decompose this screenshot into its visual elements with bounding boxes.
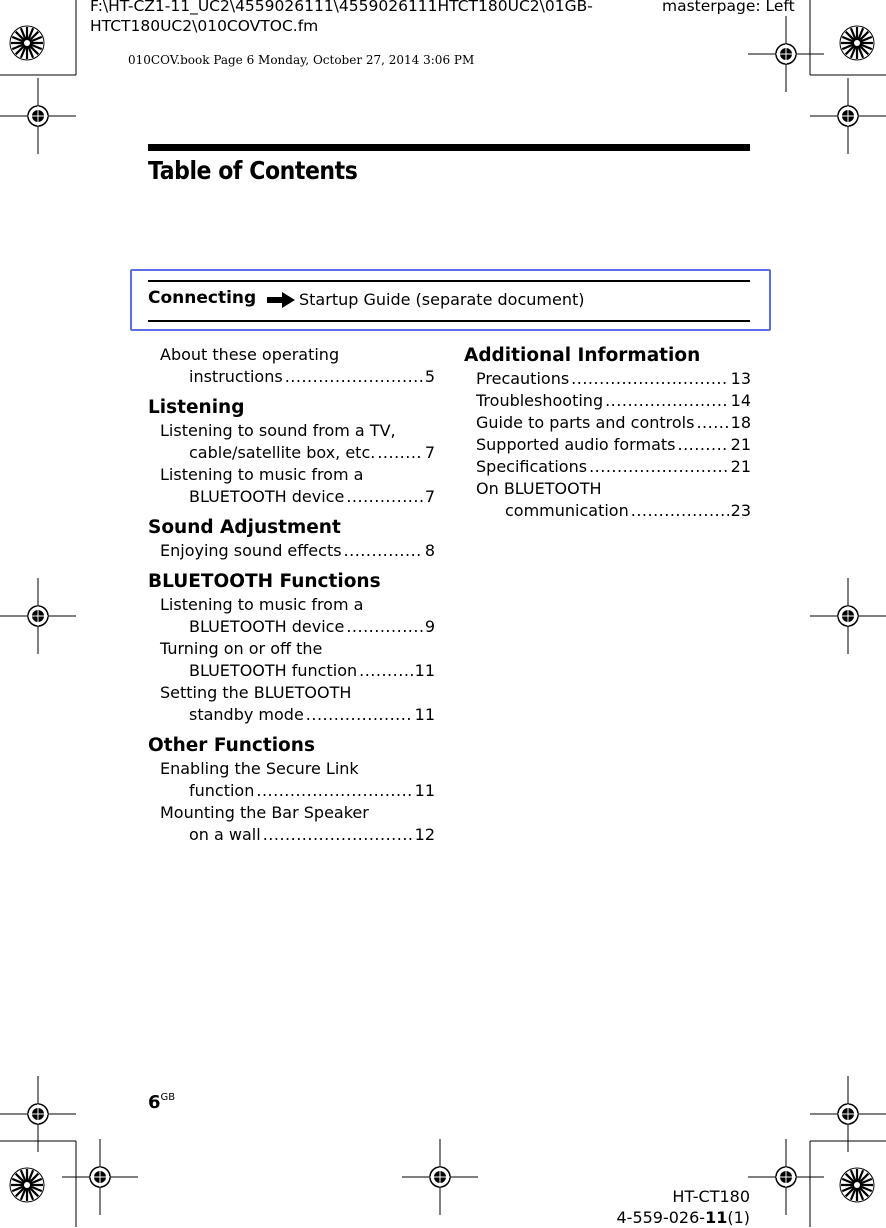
toc-left-column [148, 344, 435, 846]
page-title: Table of Contents [148, 156, 358, 185]
toc-entry-about[interactable] [148, 344, 435, 388]
toc-entry-line2: instructions [189, 367, 283, 386]
leader-dots [285, 366, 423, 388]
toc-entry-text: Guide to parts and controls [476, 413, 695, 432]
toc-page-number: 23 [730, 501, 751, 520]
leader-dots [377, 442, 422, 464]
toc-entry-sound-effects[interactable] [148, 540, 435, 562]
toc-entry-line1: On BLUETOOTH [476, 479, 602, 498]
toc-right-column [464, 344, 751, 522]
toc-page-number: 12 [414, 825, 435, 844]
toc-entry-line1: Setting the BLUETOOTH [160, 683, 352, 702]
toc-entry-line1: Enabling the Secure Link [160, 759, 359, 778]
toc-entry-audio-formats[interactable] [464, 434, 751, 456]
toc-page-number: 21 [730, 435, 751, 454]
toc-entry-line2: BLUETOOTH device [189, 617, 345, 636]
toc-entry-listening-bt[interactable] [148, 464, 435, 508]
toc-entry-line1: Mounting the Bar Speaker [160, 803, 369, 822]
toc-entry-line1: Turning on or off the [160, 639, 323, 658]
leader-dots [346, 486, 422, 508]
header-masterpage: masterpage: Left [662, 0, 795, 15]
toc-entry-line1: Listening to music from a [160, 465, 364, 484]
toc-entry-mounting[interactable] [148, 802, 435, 846]
leader-dots [696, 412, 728, 434]
model-number: HT-CT180 [672, 1187, 750, 1206]
connecting-rule-top [148, 280, 750, 282]
section-heading-bluetooth: BLUETOOTH Functions [148, 571, 381, 592]
toc-page-number: 13 [730, 369, 751, 388]
toc-entry-parts-controls[interactable] [464, 412, 751, 434]
toc-page-number: 8 [424, 541, 435, 560]
toc-entry-troubleshooting[interactable] [464, 390, 751, 412]
toc-entry-line1: About these operating [160, 345, 340, 364]
leader-dots [263, 824, 413, 846]
toc-entry-line2: BLUETOOTH function [189, 661, 358, 680]
toc-entry-secure-link[interactable] [148, 758, 435, 802]
toc-entry-line2: cable/satellite box, etc. [189, 443, 376, 462]
toc-page-number: 7 [424, 443, 435, 462]
leader-dots [605, 390, 729, 412]
toc-page-number: 7 [424, 487, 435, 506]
leader-dots [571, 368, 728, 390]
section-heading-sound: Sound Adjustment [148, 517, 341, 538]
toc-entry-line2: function [189, 781, 255, 800]
toc-entry-line1: Listening to music from a [160, 595, 364, 614]
toc-entry-text: Precautions [476, 369, 570, 388]
toc-entry-line2: communication [505, 501, 629, 520]
toc-entry-listening-tv[interactable] [148, 420, 435, 464]
part-number [560, 1208, 750, 1228]
toc-page-number: 9 [424, 617, 435, 636]
part-prefix: 4-559-026- [616, 1208, 706, 1227]
connecting-rule-bottom [148, 320, 750, 322]
leader-dots [589, 456, 729, 478]
section-heading-other: Other Functions [148, 735, 315, 756]
leader-dots [631, 500, 729, 522]
toc-page-number: 11 [414, 781, 435, 800]
toc-page-number: 18 [730, 413, 751, 432]
leader-dots [677, 434, 728, 456]
toc-page-number: 11 [414, 705, 435, 724]
header-book-line: 010COV.book Page 6 Monday, October 27, 2014 3:06 PM [128, 53, 475, 67]
startup-guide-reference: Startup Guide (separate document) [299, 290, 585, 309]
folio-suffix: GB [160, 1092, 176, 1103]
toc-entry-line2: BLUETOOTH device [189, 487, 345, 506]
toc-page-number: 21 [730, 457, 751, 476]
toc-page-number: 5 [424, 367, 435, 386]
leader-dots [256, 780, 412, 802]
toc-entry-line1: Listening to sound from a TV, [160, 421, 396, 440]
page-folio [148, 1092, 175, 1113]
leader-dots [346, 616, 422, 638]
part-suffix: (1) [727, 1208, 750, 1227]
toc-entry-bt-music[interactable] [148, 594, 435, 638]
leader-dots [306, 704, 413, 726]
leader-dots [344, 540, 423, 562]
toc-entry-text: Enjoying sound effects [160, 541, 342, 560]
toc-entry-precautions[interactable] [464, 368, 751, 390]
toc-entry-text: Supported audio formats [476, 435, 676, 454]
toc-entry-bt-standby[interactable] [148, 682, 435, 726]
section-heading-listening: Listening [148, 397, 245, 418]
header-file-path: F:\HT-CZ1-11_UC2\4559026111\4559026111HTCT180UC2\01GB- HTCT180UC2\010COVTOC.fm [90, 0, 593, 35]
toc-page-number: 11 [414, 661, 435, 680]
toc-entry-bt-onoff[interactable] [148, 638, 435, 682]
toc-entry-bt-communication[interactable] [464, 478, 751, 522]
toc-entry-text: Specifications [476, 457, 588, 476]
leader-dots [359, 660, 413, 682]
folio-number: 6 [148, 1092, 161, 1113]
section-heading-additional: Additional Information [464, 345, 701, 366]
toc-entry-line2: on a wall [189, 825, 261, 844]
toc-entry-text: Troubleshooting [476, 391, 604, 410]
right-arrow-icon [266, 291, 296, 309]
toc-entry-specifications[interactable] [464, 456, 751, 478]
toc-entry-line2: standby mode [189, 705, 304, 724]
toc-page-number: 14 [730, 391, 751, 410]
part-bold: 11 [705, 1208, 728, 1227]
title-rule [148, 144, 750, 151]
connecting-heading: Connecting [148, 288, 257, 308]
